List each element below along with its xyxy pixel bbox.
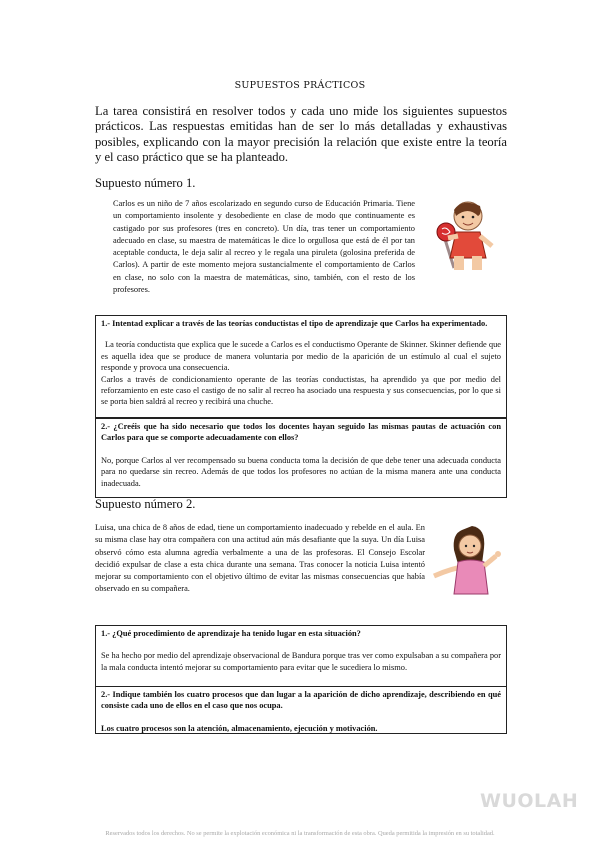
case1-answer2: No, porque Carlos al ver recompensado su buena conducta toma la decisión de que debe tener una adecuada conducta para no quedarse sin recreo. Además de que todos los profesores no actúan de la misma manera ante una conducta inadecuada. [101,455,501,488]
case1-answer1-paragraph1: La teoría conductista que explica que le sucede a Carlos es el conductismo Operante de Skinner. Skinner defiende que es aquella idea que se produce de manera voluntaria por medio de la aparición de un estímulo al cual el sujeto responde y provoca una consecuencia. [101,340,501,373]
case1-question2: 2.- ¿Creéis que ha sido necesario que todos los docentes hayan seguido las mismas pautas de actuación con Carlos para que se comporte adecuadamente con ellos? [101,422,501,443]
case2-answer1: Se ha hecho por medio del aprendizaje observacional de Bandura porque tras ver como expulsaban a su compañera por la mala conducta intentó mejorar su comportamiento para evitar que le sucediera lo mismo. [101,651,501,672]
case2-question2: 2.- Indique también los cuatro procesos que dan lugar a la aparición de dicho aprendizaje, describiendo en qué consiste cada uno de ellos en el caso que nos ocupa. [101,690,501,711]
case2-question1-box [95,625,507,687]
case2-question2-box [95,686,507,734]
copyright-footer: Reservados todos los derechos. No se permite la explotación económica ni la transformación de esta obra. Queda permitida la impresión en su totalidad. [105,830,495,837]
page-title: SUPUESTOS PRÁCTICOS [234,80,366,91]
intro-paragraph: La tarea consistirá en resolver todos y cada uno mide los siguientes supuestos prácticos. Las respuestas emitidas han de ser lo más detalladas y exhaustivas posibles, explicando con la mayor precisión la relación que existe entre la teoría y el caso práctico que se ha planteado. [95,104,507,165]
case2-heading: Supuesto número 2. [95,497,196,511]
wuolah-logo: WUOLAH [480,790,579,812]
case1-question1: 1.- Intentad explicar a través de las teorías conductistas el tipo de aprendizaje que Carlos ha experimentado. [101,319,488,328]
case1-question1-box [95,315,507,418]
case2-answer2: Los cuatro procesos son la atención, almacenamiento, ejecución y motivación. [101,723,378,733]
case1-answer1-paragraph2: Carlos a través de condicionamiento operante de las teorías conductistas, ha aprendido ya que por medio del reforzamiento en este caso el castigo de no salir al recreo ha asociado una respuesta y sus consecuencias, por lo que si se porta bien saldrá al recreo y recibirá una chuche. [101,374,501,407]
boy-with-lollipop-icon [432,196,502,276]
case1-text: Carlos es un niño de 7 años escolarizado en segundo curso de Educación Primaria. Tiene un comportamiento insolente y desobediente en clase de modo que continuamente es castigado por sus profesores (tres en concreto). Un día, tras tener un comportamiento adecuado en clase, su maestra de matemáticas le dice lo orgullosa que está de él por tan aceptable conducta, le deja salir al recreo y le regala una piruleta (golosina preferida de Carlos). A partir de este momento mejora sustancialmente el comportamiento de Carlos en clase, no solo con la maestra de matemáticas, sino, también, con el resto de los profesores. [113,199,415,295]
case1-heading: Supuesto número 1. [95,176,196,190]
case2-question1: 1.- ¿Qué procedimiento de aprendizaje ha tenido lugar en esta situación? [101,629,361,638]
girl-pointing-icon [432,520,504,600]
case1-question2-box [95,418,507,498]
case2-text: Luisa, una chica de 8 años de edad, tiene un comportamiento inadecuado y rebelde en el aula. En su misma clase hay otra compañera con una actitud aún más desafiante que la suya. Un día Luisa observó cómo esta alumna agredía verbalmente a una de las profesoras. El Consejo Escolar decidió expulsar de clase a esta chica durante una semana. Tras conocer la noticia Luisa intentó mejorar su comportamiento con el objetivo último de evitar las mismas consecuencias que había observado en su compañera. [95,523,425,594]
